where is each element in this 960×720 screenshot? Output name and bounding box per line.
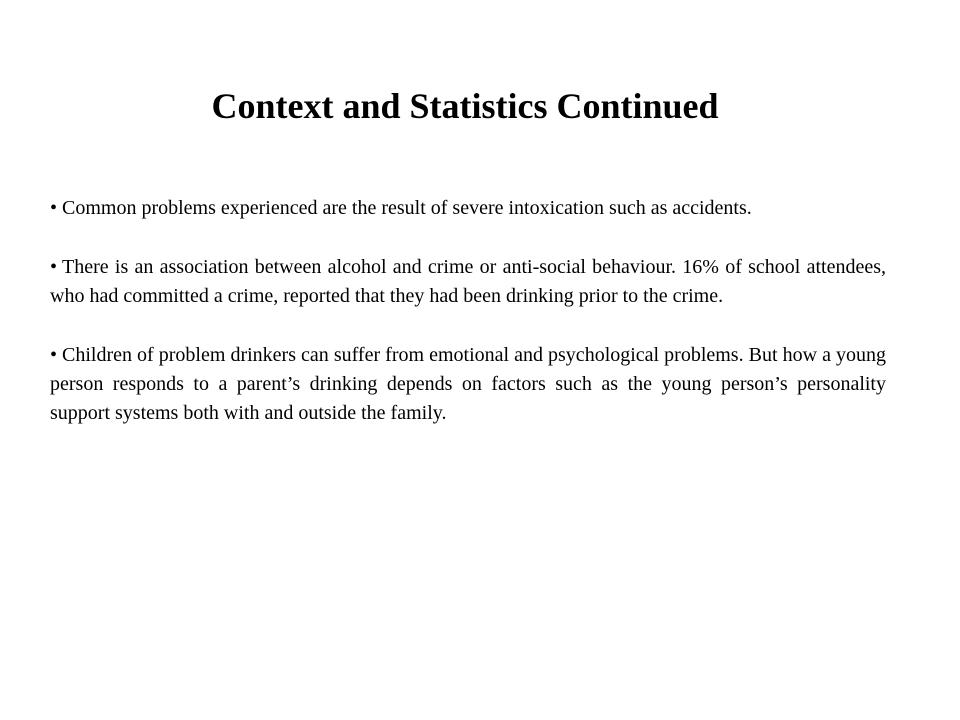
bullet-dot-icon: • <box>50 256 58 278</box>
bullet-text: Children of problem drinkers can suffer from emotional and psychological problems. But how a young person responds to a parent’s drinking depends on factors such as the young person’s personality support systems both with and outside the family. <box>50 344 886 424</box>
slide-title: Context and Statistics Continued <box>211 86 719 126</box>
bullet-text: Common problems experienced are the result of severe intoxication such as accidents. <box>62 197 752 219</box>
bullet-paragraph <box>50 341 886 428</box>
bullet-list <box>50 194 886 428</box>
bullet-paragraph <box>50 194 886 223</box>
bullet-dot-icon: • <box>50 197 58 219</box>
bullet-paragraph <box>50 253 886 311</box>
bullet-dot-icon: • <box>50 344 58 366</box>
bullet-text: There is an association between alcohol and crime or anti-social behaviour. 16% of school attendees, who had committed a crime, reported that they had been drinking prior to the crime. <box>50 256 886 307</box>
